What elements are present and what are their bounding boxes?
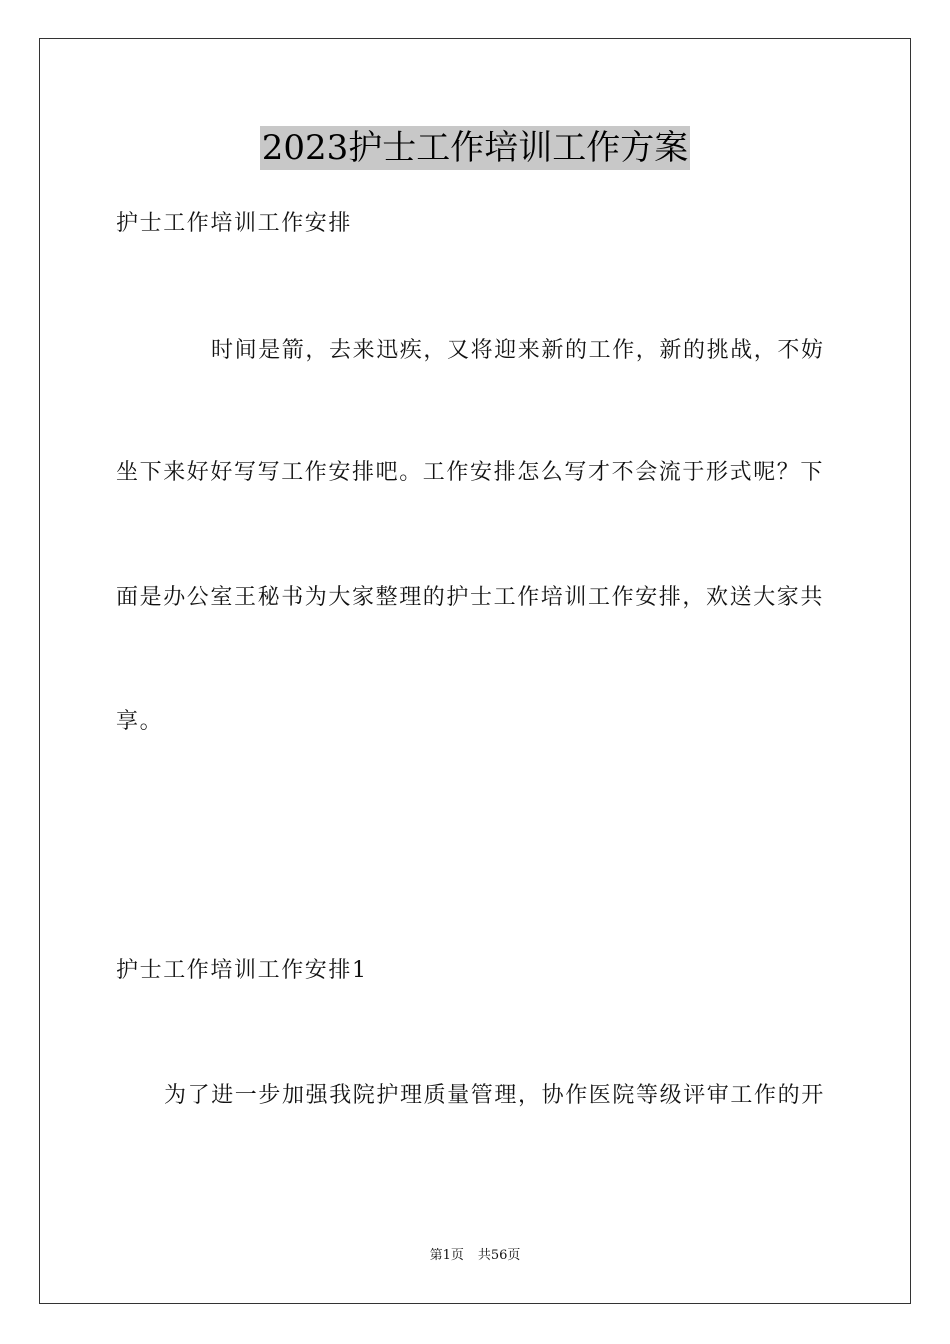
- paragraph-line: 坐下来好好写写工作安排吧。工作安排怎么写才不会流于形式呢？下: [116, 460, 825, 485]
- page-total: 共56页: [477, 1248, 521, 1263]
- title-container: [0, 126, 950, 170]
- paragraph-line: 面是办公室王秘书为大家整理的护士工作培训工作安排，欢送大家共: [116, 585, 825, 610]
- paragraph-line: 享。: [116, 709, 164, 734]
- document-title: 2023护士工作培训工作方案: [261, 128, 689, 168]
- paragraph-line: 时间是箭，去来迅疾，又将迎来新的工作，新的挑战，不妨: [211, 338, 825, 363]
- page-number: 第1页: [429, 1248, 464, 1263]
- paragraph-line: 为了进一步加强我院护理质量管理，协作医院等级评审工作的开: [164, 1083, 825, 1108]
- page-footer: [0, 1247, 950, 1265]
- section-heading: 护士工作培训工作安排: [116, 211, 353, 236]
- section-heading: 护士工作培训工作安排1: [116, 958, 368, 983]
